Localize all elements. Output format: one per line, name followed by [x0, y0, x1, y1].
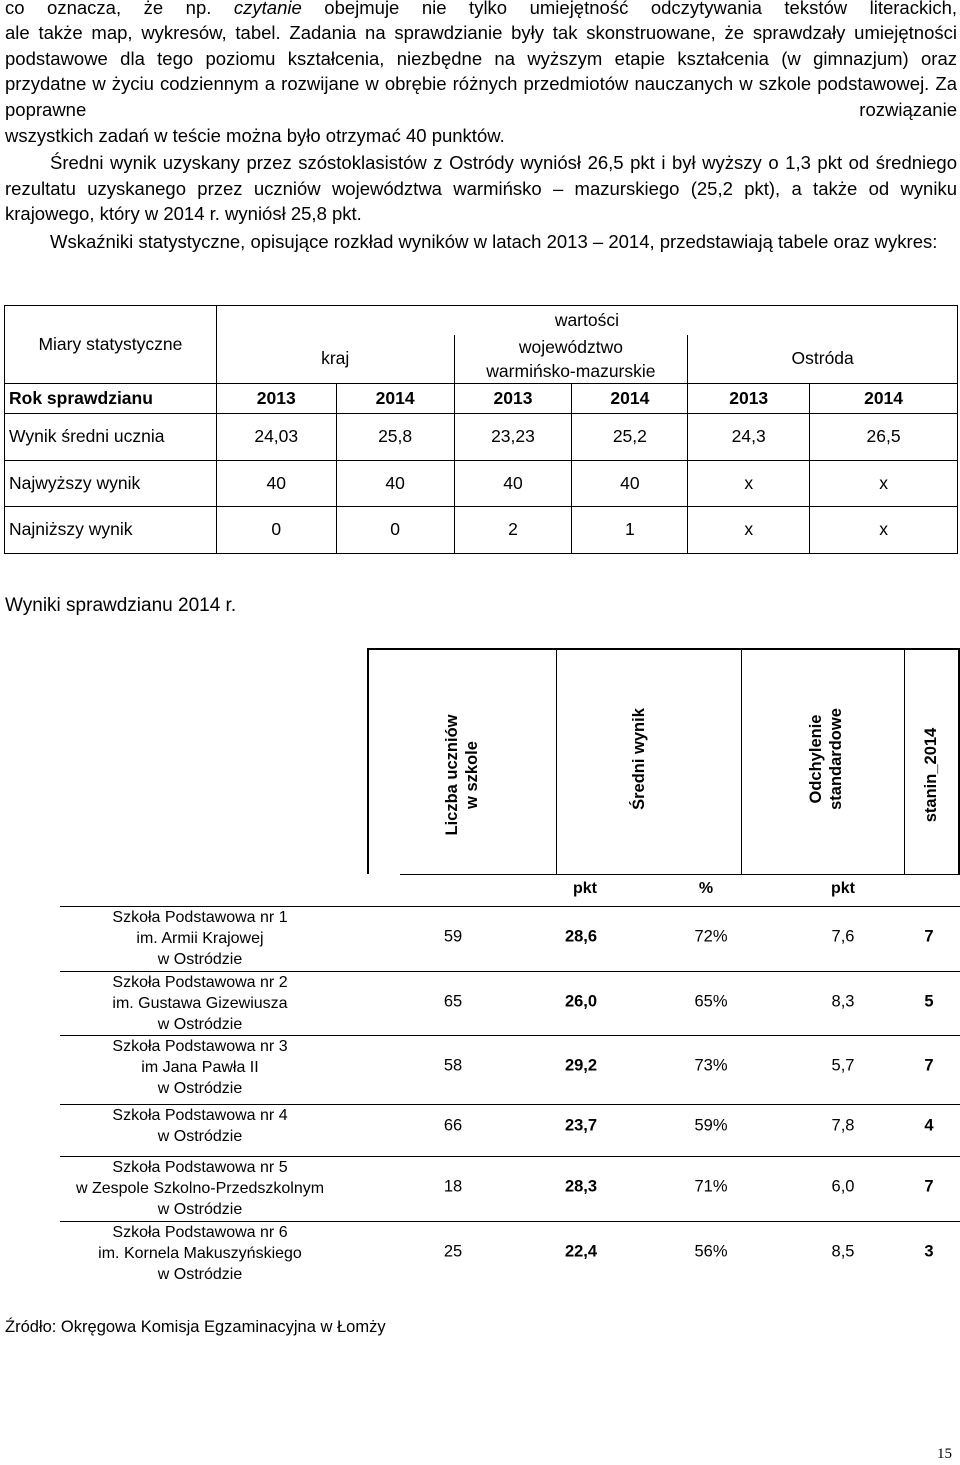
- school-name-line: w Ostródzie: [157, 1080, 243, 1097]
- school-name-line: im. Armii Krajowej: [136, 930, 264, 947]
- school-stanin-cell: 5: [924, 992, 934, 1011]
- school-count-cell: 65: [443, 992, 463, 1011]
- header-ostroda: Ostróda: [688, 335, 958, 384]
- school-count-cell: 18: [443, 1177, 463, 1196]
- header-stanin: stanin_2014: [922, 727, 940, 823]
- school-sd-cell: 8,3: [831, 992, 855, 1011]
- source-note: Źródło: Okręgowa Komisja Egzaminacyjna w Łomży: [5, 1318, 386, 1336]
- school-name-line: w Ostródzie: [157, 951, 243, 968]
- school-name-line: im. Gustawa Gizewiusza: [112, 995, 288, 1012]
- school-mean-cell: 28,6: [564, 927, 598, 946]
- column-divider: [556, 648, 557, 874]
- unit-row-line: [400, 874, 960, 875]
- school-sd-cell: 7,6: [831, 927, 855, 946]
- school-mean-cell: 23,7: [564, 1116, 598, 1135]
- school-sd-cell: 8,5: [831, 1242, 855, 1261]
- school-pct-cell: 72%: [694, 927, 728, 946]
- school-name: [50, 972, 350, 1035]
- school-stanin-cell: 7: [924, 1056, 934, 1075]
- statistics-table: [4, 305, 958, 554]
- school-name: [50, 1222, 350, 1285]
- intro-line-1: co oznacza, że np. czytanie obejmuje nie tylko umiejętność odczytywania tekstów literackich,: [5, 0, 958, 18]
- school-pct-cell: 59%: [694, 1116, 728, 1135]
- school-name-line: w Ostródzie: [157, 1016, 243, 1033]
- school-count-cell: 25: [443, 1242, 463, 1261]
- column-divider: [741, 648, 742, 874]
- school-sd-cell: 7,8: [831, 1116, 855, 1135]
- header-std-deviation: Odchylenie standardowe: [807, 708, 845, 810]
- header-country: kraj: [216, 335, 454, 384]
- column-divider: [904, 648, 905, 874]
- school-sd-cell: 5,7: [831, 1056, 855, 1075]
- header-voivodeship: województwo warmińsko-mazurskie: [454, 335, 688, 384]
- unit-label: pkt: [831, 880, 855, 897]
- school-name-line: Szkoła Podstawowa nr 4: [112, 1107, 288, 1124]
- table-row: Wynik średni ucznia 24,03 25,8 23,23 25,2 24,3 26,5: [5, 413, 958, 460]
- school-mean-cell: 22,4: [564, 1242, 598, 1261]
- school-name-line: Szkoła Podstawowa nr 5: [112, 1159, 288, 1176]
- school-pct-cell: 71%: [694, 1177, 728, 1196]
- header-mean-score: Średni wynik: [630, 708, 648, 810]
- school-count-cell: 58: [443, 1056, 463, 1075]
- header-values: wartości: [216, 306, 957, 335]
- page-number: 15: [937, 1446, 952, 1462]
- school-name-line: w Ostródzie: [157, 1201, 243, 1218]
- school-pct-cell: 65%: [694, 992, 728, 1011]
- school-name-line: Szkoła Podstawowa nr 6: [112, 1224, 288, 1241]
- school-stanin-cell: 7: [924, 1177, 934, 1196]
- school-name-line: im Jana Pawła II: [141, 1059, 259, 1076]
- unit-label: pkt: [573, 880, 597, 897]
- school-count-cell: 59: [443, 927, 463, 946]
- intro-body: ale także map, wykresów, tabel. Zadania na sprawdzianie były tak skonstruowane, że sprawdzały umiejętności podstawowe dla tego poziomu kształcenia, niezbędne na wyższym etapie kształcenia (w gimnazjum) oraz przydatne w życiu codziennym a rozwijane w obrębie różnych przedmiotów nauczanych w szkole podstawowej. Za poprawne rozwiązanie: [5, 22, 957, 120]
- school-mean-cell: 26,0: [564, 992, 598, 1011]
- school-name-line: Szkoła Podstawowa nr 2: [112, 974, 288, 991]
- unit-label: %: [698, 880, 714, 897]
- school-stanin-cell: 3: [924, 1242, 934, 1261]
- school-name-line: w Zespole Szkolno-Przedszkolnym: [75, 1180, 325, 1197]
- school-name: [50, 907, 350, 970]
- school-name-line: Szkoła Podstawowa nr 3: [112, 1038, 288, 1055]
- school-pct-cell: 56%: [694, 1242, 728, 1261]
- school-name: [50, 1036, 350, 1099]
- school-name: [50, 1105, 350, 1147]
- intro-last-line: wszystkich zadań w teście można było otrzymać 40 punktów.: [5, 125, 505, 146]
- school-mean-cell: 28,3: [564, 1177, 598, 1196]
- school-sd-cell: 6,0: [831, 1177, 855, 1196]
- school-name-line: w Ostródzie: [157, 1266, 243, 1283]
- school-pct-cell: 73%: [694, 1056, 728, 1075]
- table-row: Najwyższy wynik 40 40 40 40 x x: [5, 460, 958, 506]
- school-name-line: im. Kornela Makuszyńskiego: [98, 1245, 302, 1262]
- year-row: Rok sprawdzianu 2013 2014 2013 2014 2013 2014: [5, 383, 958, 413]
- paragraph-mean-result: Średni wynik uzyskany przez szóstoklasistów z Ostródy wyniósł 26,5 pkt i był wyższy o 1,3 pkt od średniego rezultatu uzyskanego przez uczniów województwa warmińsko – mazurskiego (25,2 pkt), a także od wyniku krajowego, który w 2014 r. wyniósł 25,8 pkt.: [5, 152, 957, 224]
- results-caption: Wyniki sprawdzianu 2014 r.: [5, 595, 237, 616]
- school-name: [50, 1157, 350, 1220]
- school-mean-cell: 29,2: [564, 1056, 598, 1075]
- table-corner-label: Miary statystyczne: [5, 306, 217, 384]
- paragraph-indicators: Wskaźniki statystyczne, opisujące rozkład wyników w latach 2013 – 2014, przedstawiają tabele oraz wykres:: [50, 231, 938, 252]
- school-name-line: w Ostródzie: [157, 1128, 243, 1145]
- school-stanin-cell: 4: [924, 1116, 934, 1135]
- header-student-count: Liczba uczniów w szkole: [443, 714, 481, 836]
- school-count-cell: 66: [443, 1116, 463, 1135]
- school-stanin-cell: 7: [924, 927, 934, 946]
- school-name-line: Szkoła Podstawowa nr 1: [112, 909, 288, 926]
- table-row: Najniższy wynik 0 0 2 1 x x: [5, 506, 958, 553]
